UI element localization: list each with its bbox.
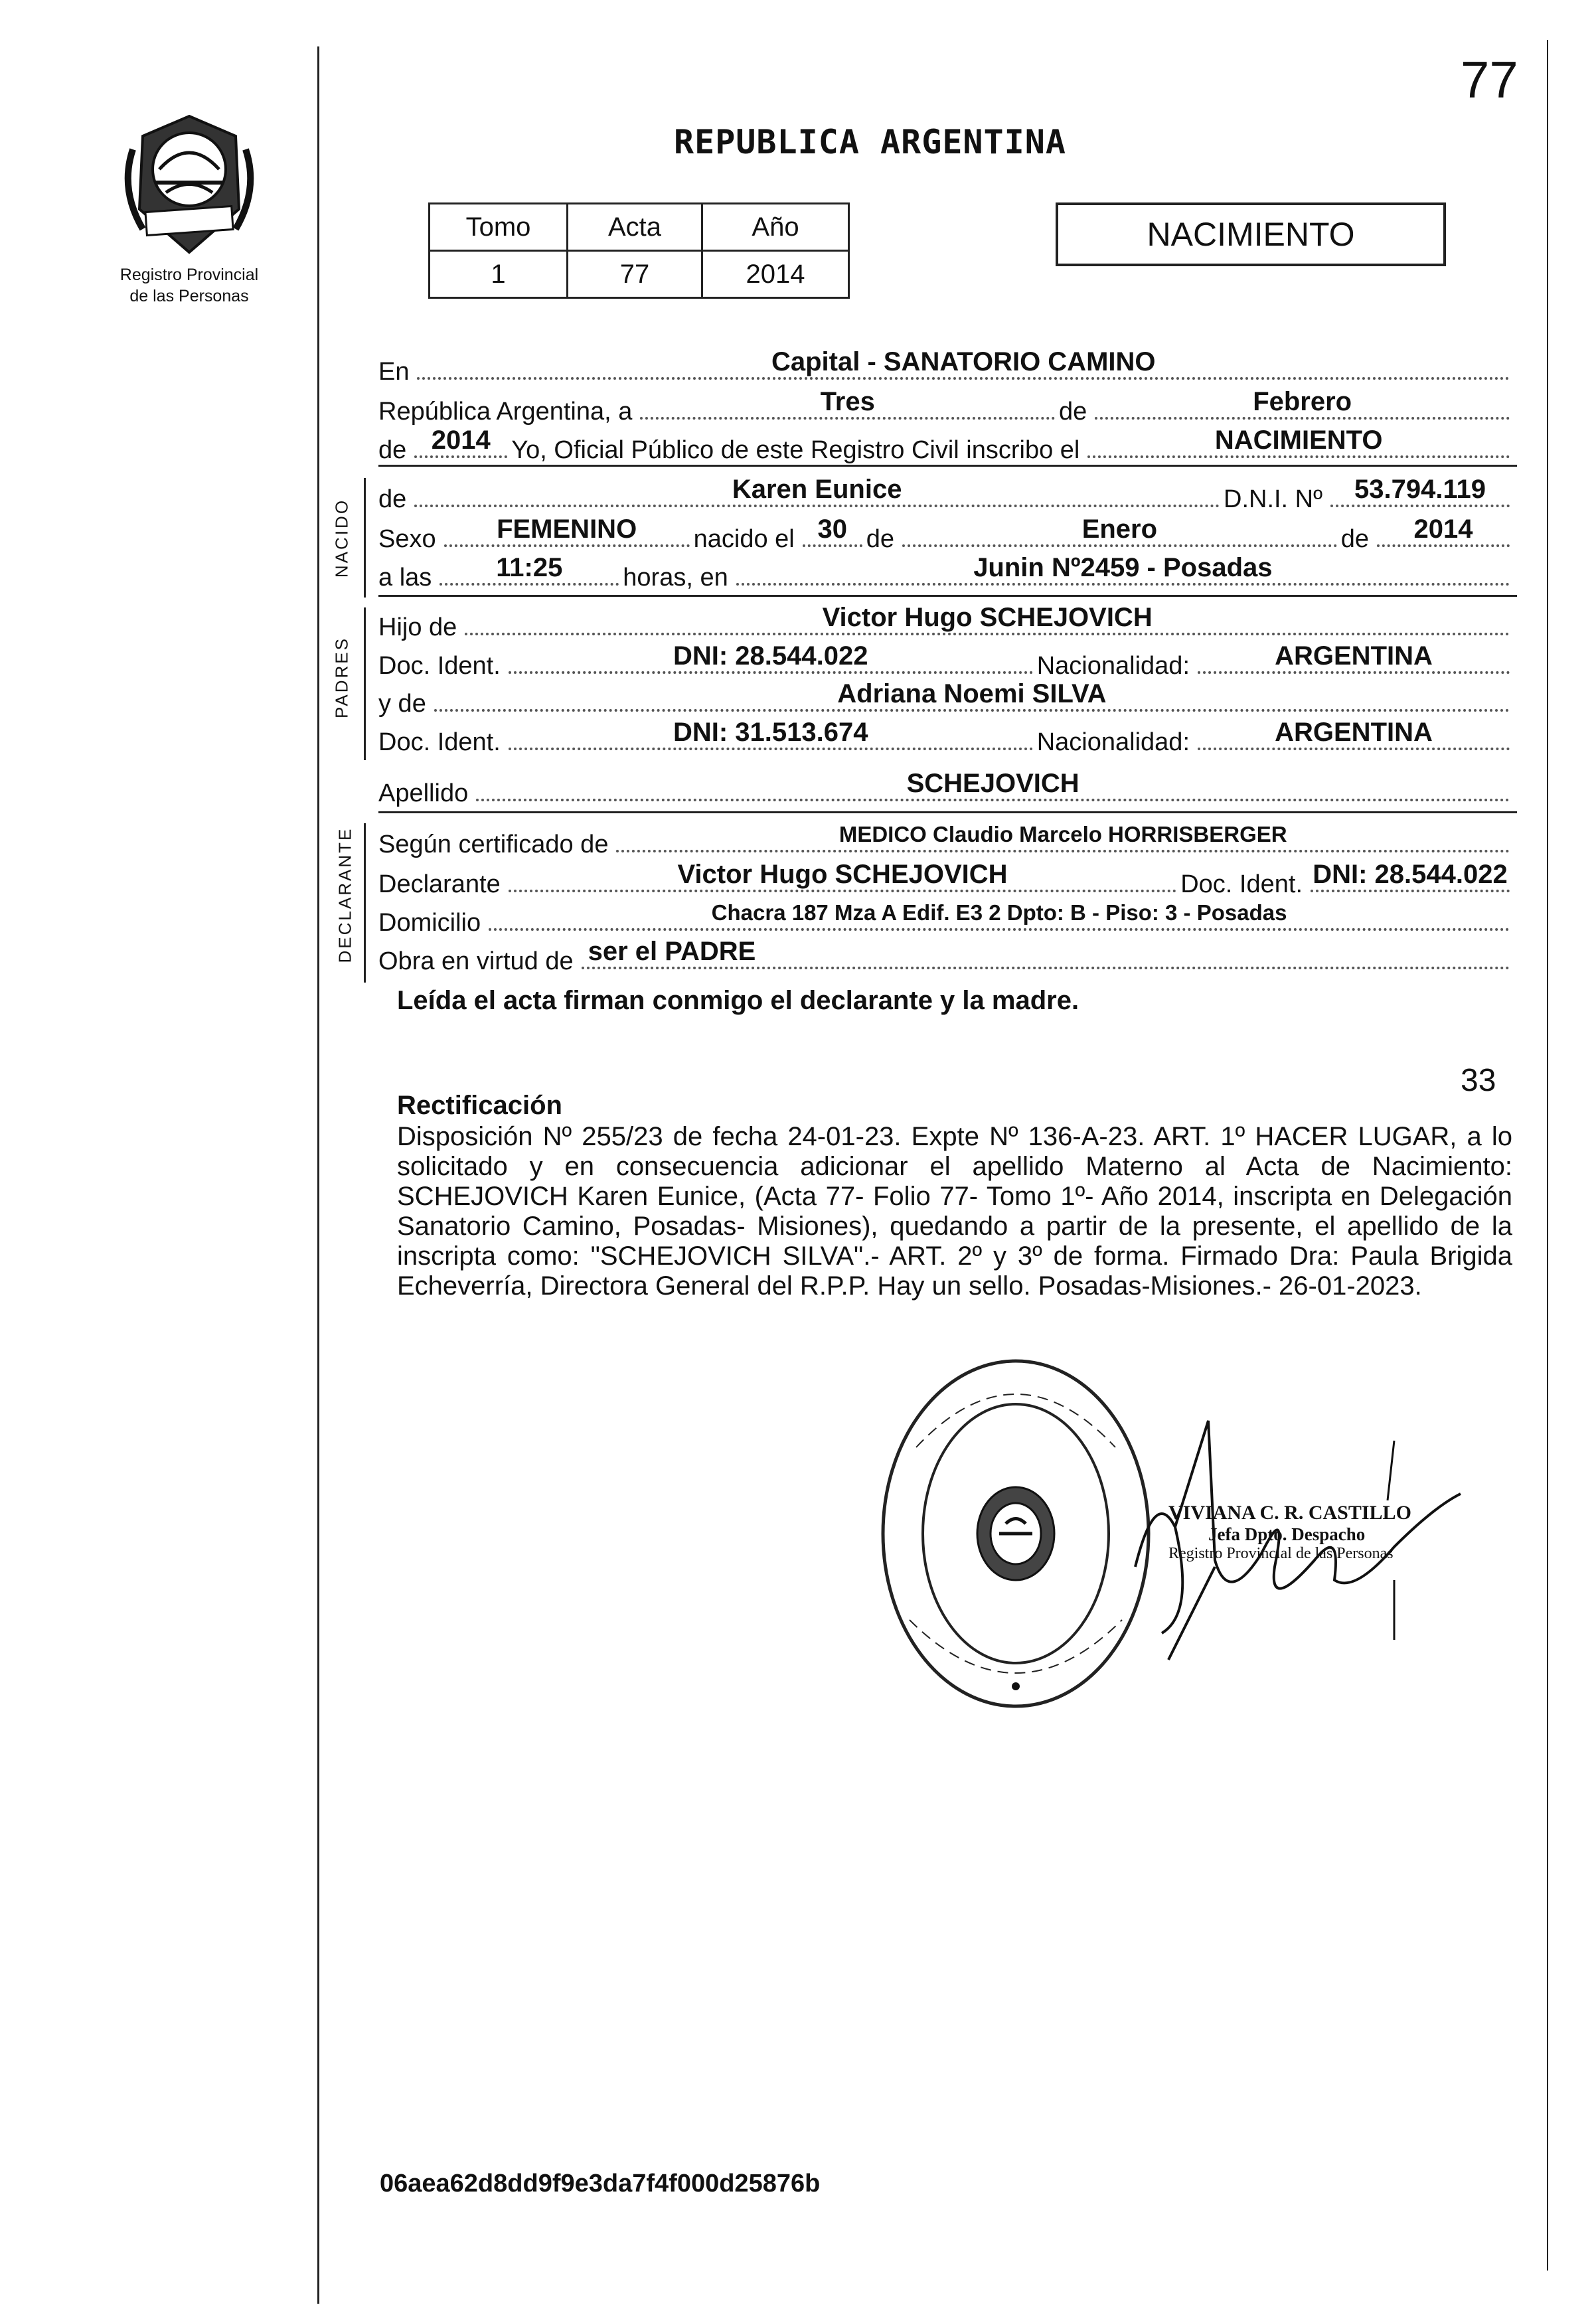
- right-margin-line: [1547, 40, 1548, 2271]
- dots-year: [414, 426, 507, 458]
- dots-certificado: [616, 822, 1510, 852]
- rectification-body: Disposición Nº 255/23 de fecha 24-01-23. Expte Nº 136-A-23. ART. 1º HACER LUGAR, a lo solicitado y en consecuencia adicionar el apellido Materno al Acta de Nacimiento: SCHEJOVICH Karen Eunice, (Acta 77- Folio 77- Tomo 1º- Año 2014, inscripta en Delegación Sanatorio Camino, Posadas- Misiones), quedando a partir de la presente, el apellido de la inscripta como: "SCHEJOVICH SILVA".- ART. 2º y 3º de forma. Firmado Dra: Paula Brigida Echeverría, Directora General del R.P.P. Hay un sello. Posadas-Misiones.- 26-01-2023.: [397, 1122, 1512, 1301]
- registry-label-line1: Registro Provincial: [120, 266, 259, 284]
- value-father-doc: DNI: 28.544.022: [673, 641, 868, 671]
- registry-label-line2: de las Personas: [129, 287, 249, 305]
- label-yde: y de: [378, 690, 426, 718]
- dots-father-doc: [509, 641, 1033, 674]
- label-domicilio: Domicilio: [378, 909, 481, 937]
- dots-day: [640, 387, 1055, 420]
- section-label-declarante: DECLARANTE: [335, 827, 355, 963]
- row-yde: [378, 677, 1514, 718]
- value-place: Capital - SANATORIO CAMINO: [771, 347, 1156, 376]
- separator-1: [378, 465, 1517, 467]
- label-nacido-el: nacido el: [693, 525, 795, 553]
- row-sexo: [378, 513, 1514, 554]
- row-republica: [378, 385, 1514, 426]
- label-horas: horas, en: [623, 564, 728, 592]
- label-oficial: Yo, Oficial Público de este Registro Civil inscribo el: [511, 436, 1080, 464]
- rectification-title: Rectificación: [397, 1091, 562, 1120]
- volume-value-acta: 77: [568, 251, 702, 298]
- label-de-name: de: [378, 485, 407, 513]
- value-year: 2014: [431, 426, 491, 455]
- row-apellido: [378, 767, 1514, 808]
- dots-time: [439, 553, 619, 586]
- row-year-oficial: [378, 424, 1514, 465]
- row-mother-doc: [378, 716, 1514, 757]
- label-father-doc: Doc. Ident.: [378, 652, 501, 680]
- value-father-name: Victor Hugo SCHEJOVICH: [822, 603, 1153, 632]
- label-dni: D.N.I. Nº: [1224, 485, 1322, 513]
- value-child-dni: 53.794.119: [1354, 475, 1486, 504]
- dots-birth-month: [902, 515, 1337, 547]
- value-domicilio: Chacra 187 Mza A Edif. E3 2 Dpto: B - Piso: 3 - Posadas: [711, 900, 1287, 925]
- volume-header-ano: Año: [702, 204, 849, 251]
- dots-birth-place: [736, 553, 1510, 586]
- volume-value-ano: 2014: [702, 251, 849, 298]
- separator-3: [378, 811, 1517, 813]
- dots-mother-nat: [1198, 718, 1510, 750]
- document-hash: 06aea62d8dd9f9e3da7f4f000d25876b: [380, 2170, 821, 2198]
- label-mother-nat: Nacionalidad:: [1036, 728, 1190, 756]
- label-father-nat: Nacionalidad:: [1036, 652, 1190, 680]
- row-declarante: [378, 858, 1514, 899]
- label-hijo: Hijo de: [378, 613, 457, 641]
- volume-value-tomo: 1: [430, 251, 568, 298]
- value-obra: ser el PADRE: [588, 937, 756, 966]
- dots-dni: [1330, 475, 1510, 507]
- padres-bar: [364, 607, 366, 760]
- label-sexo: Sexo: [378, 525, 436, 553]
- rectification-number: 33: [1461, 1063, 1496, 1098]
- row-hijo: [378, 601, 1514, 642]
- dots-mother: [434, 679, 1510, 712]
- left-margin-line: [317, 46, 319, 2304]
- dots-birth-day: [803, 515, 862, 547]
- value-record: NACIMIENTO: [1214, 426, 1383, 455]
- value-child-name: Karen Eunice: [732, 475, 902, 504]
- label-de-birth-month: de: [866, 525, 895, 553]
- section-label-nacido: NACIDO: [331, 498, 352, 578]
- volume-header-acta: Acta: [568, 204, 702, 251]
- signature-office: Registro Provincial de las Personas: [1168, 1545, 1394, 1562]
- dots-domicilio: [489, 900, 1510, 931]
- row-time: [378, 551, 1514, 592]
- volume-header-tomo: Tomo: [430, 204, 568, 251]
- label-republica: República Argentina, a: [378, 398, 633, 426]
- dots-sexo: [444, 515, 690, 547]
- dots-father: [465, 603, 1510, 635]
- value-declarante: Victor Hugo SCHEJOVICH: [677, 860, 1008, 889]
- section-label-padres: PADRES: [331, 637, 352, 718]
- row-domicilio: [378, 896, 1514, 937]
- label-apellido: Apellido: [378, 779, 469, 807]
- dots-obra: [582, 937, 1510, 969]
- dots-birth-year: [1377, 515, 1510, 547]
- dots-father-nat: [1198, 641, 1510, 674]
- label-en: En: [378, 358, 410, 386]
- signature-name: VIVIANA C. R. CASTILLO: [1168, 1502, 1411, 1524]
- value-birth-place: Junin Nº2459 - Posadas: [973, 553, 1273, 582]
- row-father-doc: [378, 639, 1514, 680]
- label-mother-doc: Doc. Ident.: [378, 728, 501, 756]
- closing-statement: Leída el acta firman conmigo el declarante y la madre.: [397, 986, 1079, 1015]
- value-month: Febrero: [1253, 387, 1352, 416]
- value-time: 11:25: [496, 553, 563, 582]
- label-certificado: Según certificado de: [378, 831, 609, 858]
- dots-declarante: [509, 860, 1176, 892]
- separator-2: [378, 595, 1517, 597]
- value-birth-day: 30: [817, 515, 847, 544]
- nacido-bar: [364, 478, 366, 598]
- volume-table-value-row: [430, 251, 849, 298]
- registry-label: [100, 264, 279, 307]
- signature-title: Jefa Dpto. Despacho: [1208, 1524, 1366, 1544]
- value-sexo: FEMENINO: [497, 515, 637, 544]
- page-title: REPUBLICA ARGENTINA: [674, 123, 1066, 161]
- volume-table: [428, 202, 850, 299]
- value-mother-name: Adriana Noemi SILVA: [837, 679, 1107, 708]
- label-de-birth-year: de: [1340, 525, 1369, 553]
- misiones-logo: [120, 110, 259, 262]
- dots-month: [1095, 387, 1510, 420]
- value-day: Tres: [820, 387, 875, 416]
- row-en: [378, 345, 1514, 386]
- dots-record: [1087, 426, 1510, 458]
- page-number: 77: [1461, 50, 1518, 109]
- dots-mother-doc: [509, 718, 1033, 750]
- label-de-year: de: [378, 436, 407, 464]
- value-birth-month: Enero: [1081, 515, 1158, 544]
- signature-block: [1168, 1502, 1411, 1563]
- row-certificado: [378, 818, 1514, 859]
- value-mother-nat: ARGENTINA: [1275, 718, 1433, 747]
- dots-decl-doc: [1311, 860, 1510, 892]
- record-type-box: NACIMIENTO: [1056, 202, 1446, 266]
- official-stamp: [876, 1354, 1155, 1713]
- dots-name: [414, 475, 1220, 507]
- value-father-nat: ARGENTINA: [1275, 641, 1433, 671]
- dots-en: [417, 347, 1510, 380]
- row-name: [378, 473, 1514, 514]
- value-apellido: SCHEJOVICH: [906, 769, 1079, 798]
- label-a-las: a las: [378, 564, 432, 592]
- value-mother-doc: DNI: 31.513.674: [673, 718, 868, 747]
- label-declarante: Declarante: [378, 870, 501, 898]
- value-certificado: MEDICO Claudio Marcelo HORRISBERGER: [838, 822, 1287, 846]
- value-decl-doc: DNI: 28.544.022: [1313, 860, 1508, 889]
- label-decl-doc: Doc. Ident.: [1180, 870, 1303, 898]
- row-obra: [378, 935, 1514, 976]
- volume-table-header-row: [430, 204, 849, 251]
- declarante-bar: [364, 823, 366, 983]
- label-de-month: de: [1059, 398, 1087, 426]
- value-birth-year: 2014: [1413, 515, 1473, 544]
- dots-apellido: [476, 769, 1510, 801]
- label-obra: Obra en virtud de: [378, 947, 574, 975]
